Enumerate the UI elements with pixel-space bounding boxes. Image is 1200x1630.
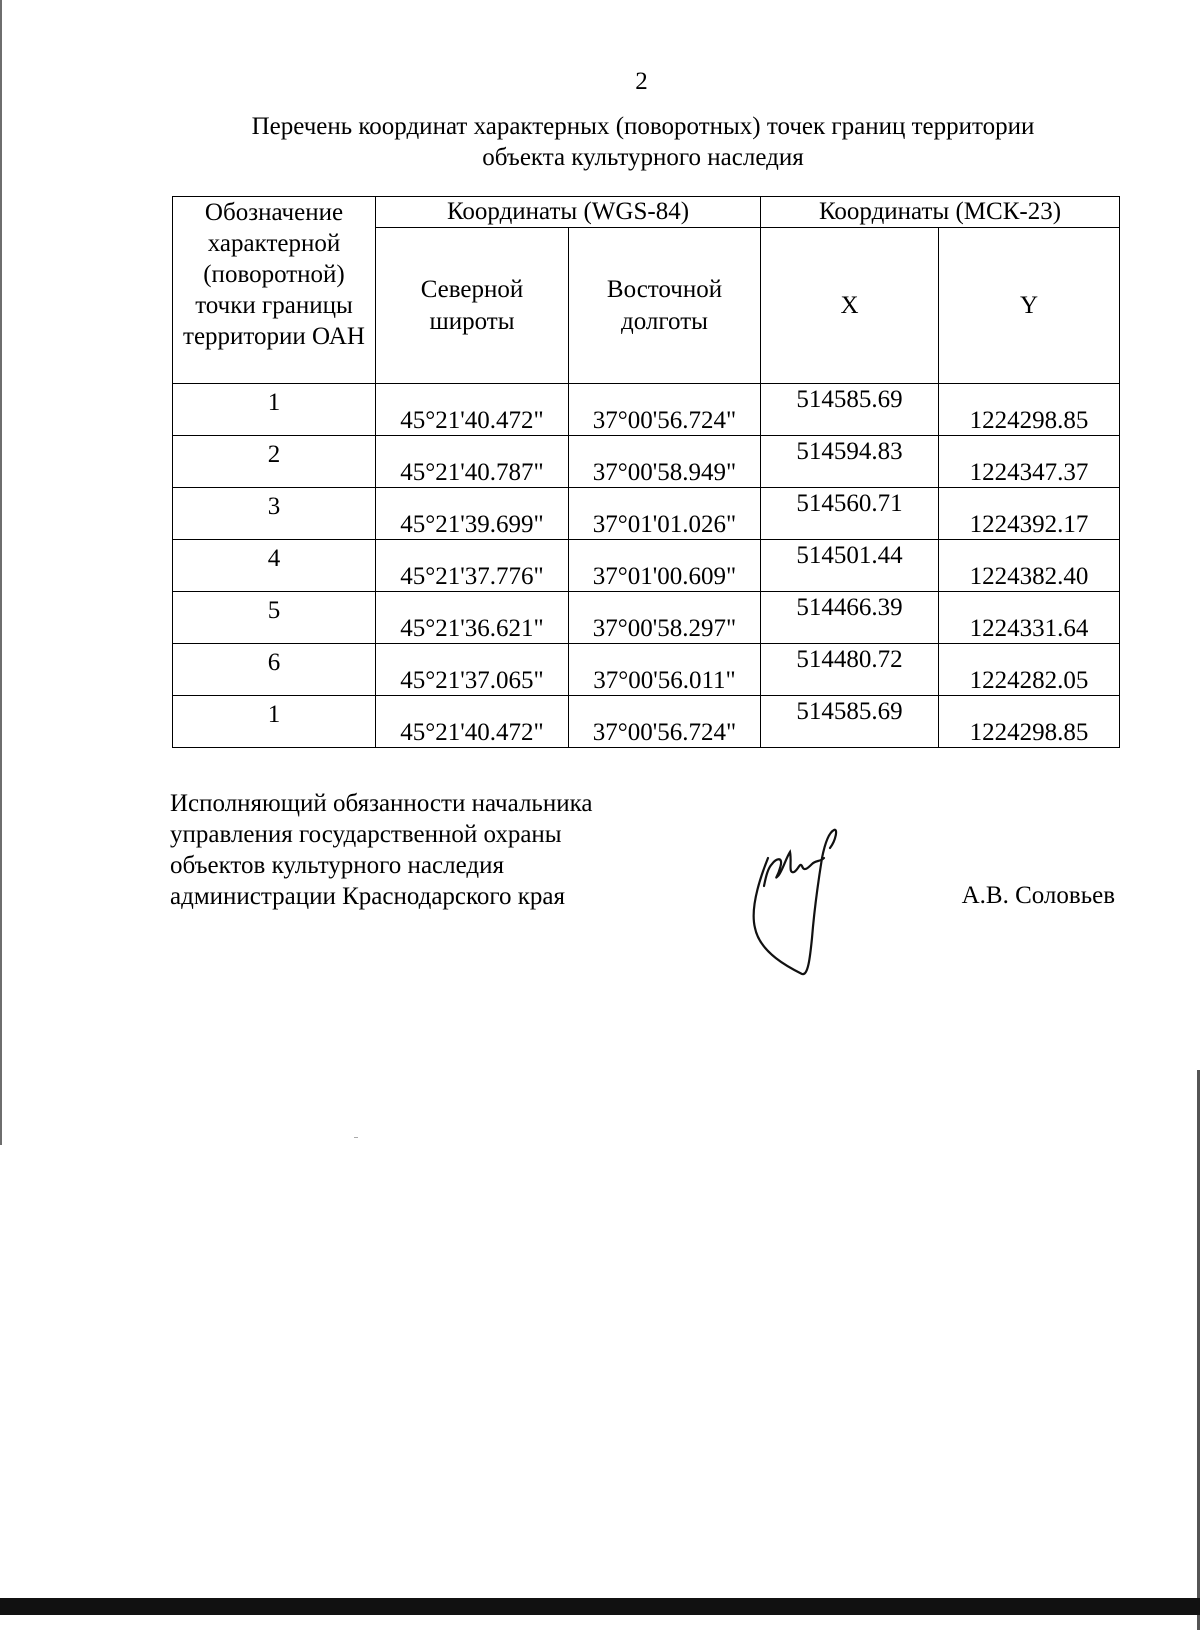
wgs84-group-header: Координаты (WGS-84) (376, 197, 761, 228)
latitude-cell: 45°21'39.699" (376, 488, 569, 540)
coordinates-table (172, 196, 1120, 748)
point-cell: 6 (173, 644, 376, 696)
longitude-header: Восточной долготы (569, 228, 761, 384)
latitude-cell: 45°21'37.776" (376, 540, 569, 592)
msk23-group-header: Координаты (МСК-23) (761, 197, 1120, 228)
signer-position-line: управления государственной охраны (170, 821, 562, 848)
latitude-cell: 45°21'40.472" (376, 696, 569, 748)
signer-name: А.В. Соловьев (961, 882, 1115, 909)
longitude-cell: 37°00'56.011" (569, 644, 761, 696)
document-title-line-2: объекта культурного наследия (482, 144, 804, 171)
point-cell: 2 (173, 436, 376, 488)
longitude-cell: 37°00'56.724" (569, 384, 761, 436)
signer-position-line: объектов культурного наследия (170, 852, 504, 879)
table-row (173, 488, 1120, 540)
y-coordinate-cell: 1224382.40 (939, 540, 1120, 592)
x-coordinate-cell: 514560.71 (761, 488, 939, 540)
longitude-cell: 37°01'01.026" (569, 488, 761, 540)
table-row (173, 384, 1120, 436)
scan-left-edge (0, 0, 2, 1145)
handwritten-signature (750, 828, 840, 978)
y-coordinate-cell: 1224298.85 (939, 696, 1120, 748)
document-title (170, 111, 1116, 173)
x-coordinate-cell: 514585.69 (761, 384, 939, 436)
signer-position-line: администрации Краснодарского края (170, 883, 566, 910)
table-row (173, 644, 1120, 696)
y-coordinate-cell: 1224392.17 (939, 488, 1120, 540)
longitude-cell: 37°00'58.297" (569, 592, 761, 644)
y-coordinate-cell: 1224298.85 (939, 384, 1120, 436)
table-row (173, 592, 1120, 644)
x-coordinate-cell: 514480.72 (761, 644, 939, 696)
document-title-line-1: Перечень координат характерных (поворотных) точек границ территории (251, 113, 1035, 140)
designation-header: Обозначение характерной (поворотной) точки границы территории ОАН (173, 197, 376, 384)
longitude-cell: 37°00'58.949" (569, 436, 761, 488)
scan-bottom-edge (0, 1598, 1200, 1615)
longitude-cell: 37°00'56.724" (569, 696, 761, 748)
y-coordinate-cell: 1224282.05 (939, 644, 1120, 696)
latitude-cell: 45°21'40.472" (376, 384, 569, 436)
latitude-cell: 45°21'36.621" (376, 592, 569, 644)
x-header: X (761, 228, 939, 384)
x-coordinate-cell: 514466.39 (761, 592, 939, 644)
point-cell: 1 (173, 384, 376, 436)
point-cell: 4 (173, 540, 376, 592)
page-number: 2 (635, 68, 648, 95)
y-coordinate-cell: 1224347.37 (939, 436, 1120, 488)
latitude-header: Северной широты (376, 228, 569, 384)
signer-position (170, 788, 592, 912)
table-header-row-1 (173, 197, 1120, 228)
x-coordinate-cell: 514501.44 (761, 540, 939, 592)
y-coordinate-cell: 1224331.64 (939, 592, 1120, 644)
table-row (173, 696, 1120, 748)
point-cell: 3 (173, 488, 376, 540)
table-body (173, 384, 1120, 748)
longitude-cell: 37°01'00.609" (569, 540, 761, 592)
latitude-cell: 45°21'37.065" (376, 644, 569, 696)
table-row (173, 436, 1120, 488)
signer-position-line: Исполняющий обязанности начальника (170, 790, 593, 817)
table-row (173, 540, 1120, 592)
x-coordinate-cell: 514594.83 (761, 436, 939, 488)
scan-speck (354, 1137, 358, 1138)
x-coordinate-cell: 514585.69 (761, 696, 939, 748)
y-header: Y (939, 228, 1120, 384)
latitude-cell: 45°21'40.787" (376, 436, 569, 488)
point-cell: 1 (173, 696, 376, 748)
point-cell: 5 (173, 592, 376, 644)
